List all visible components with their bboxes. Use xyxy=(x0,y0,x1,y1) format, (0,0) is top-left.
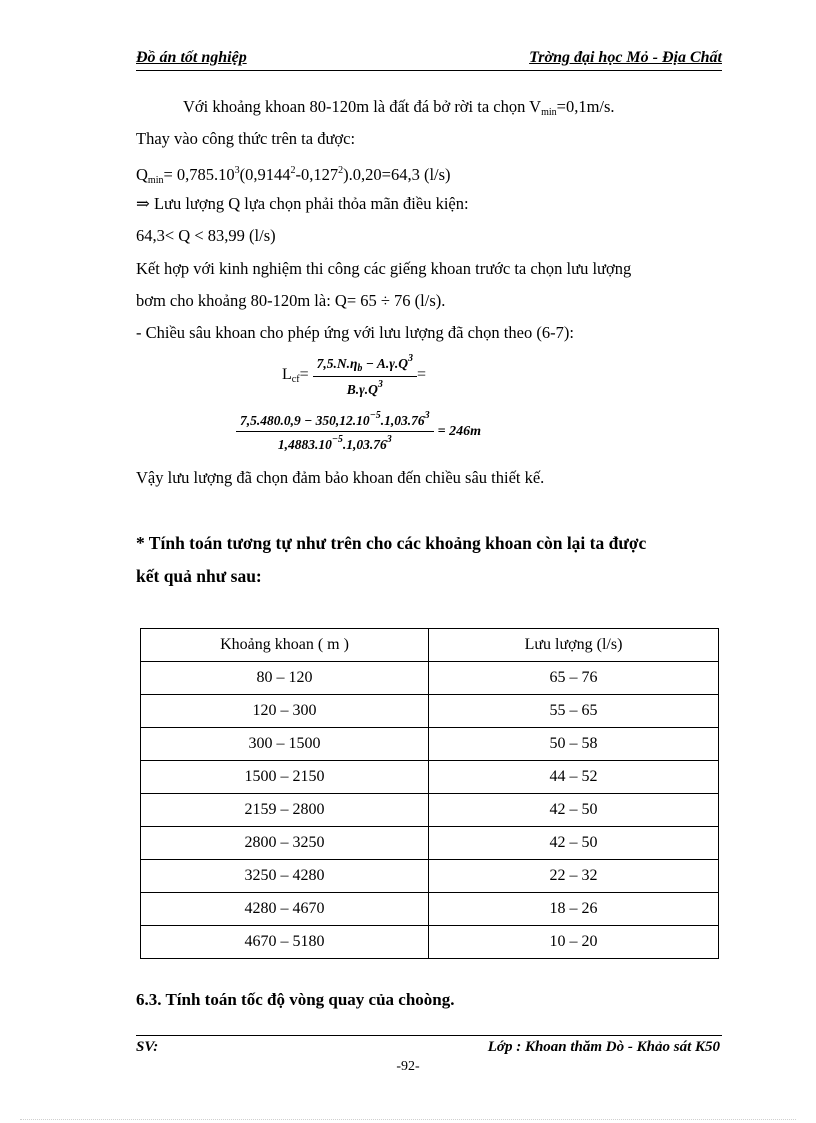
table-row: 3250 – 4280 22 – 32 xyxy=(141,860,719,893)
flow-range-line: 64,3< Q < 83,99 (l/s) xyxy=(136,226,276,245)
table-header-row xyxy=(141,629,719,662)
table-row: 80 – 120 65 – 76 xyxy=(141,662,719,695)
footer-right: Lớp : Khoan thăm Dò - Khảo sát K50 xyxy=(487,1039,720,1055)
bold-paragraph-line-2: kết quả như sau: xyxy=(136,566,262,586)
table-header-depth: Khoảng khoan ( m ) xyxy=(141,629,429,662)
table-row: 4670 – 5180 10 – 20 xyxy=(141,926,719,959)
page-number: -92- xyxy=(396,1059,420,1074)
implies-arrow-icon: ⇒ xyxy=(136,194,150,213)
table-row: 120 – 300 55 – 65 xyxy=(141,695,719,728)
paragraph-condition: ⇒ Lưu lượng Q lựa chọn phải thỏa mãn điều kiện: xyxy=(136,194,469,213)
paragraph-3-line-1: Kết hợp với kinh nghiệm thi công các giếng khoan trước ta chọn lưu lượng xyxy=(136,259,632,278)
header-left: Đồ án tốt nghiệp xyxy=(136,49,247,66)
paragraph-5: Vậy lưu lượng đã chọn đảm bảo khoan đến chiều sâu thiết kế. xyxy=(136,468,545,487)
page-header xyxy=(136,48,722,71)
footer-left: SV: xyxy=(136,1039,159,1055)
table-row: 4280 – 4670 18 – 26 xyxy=(141,893,719,926)
section-title: 6.3. Tính toán tốc độ vòng quay của choòng. xyxy=(136,990,455,1009)
bold-paragraph-line-1: * Tính toán tương tự như trên cho các khoảng khoan còn lại ta được xyxy=(136,533,647,553)
formula-result: $\frac{7,5.480.0,9 - 350,12.10^{-5}.1,03.76^3}{1,4883.10^{-5}.1,03.76^3}$ = 246m xyxy=(236,410,481,453)
table-row: 2159 – 2800 42 – 50 xyxy=(141,794,719,827)
flow-rate-table xyxy=(140,628,719,959)
formula-lcf-fraction: $\frac{7,5.N.\eta_b - A.\gamma.Q^3}{B.\gamma.Q^3}$ xyxy=(313,353,417,398)
formula-result-fraction: $\frac{7,5.480.0,9 - 350,12.10^{-5}.1,03.76^3}{1,4883.10^{-5}.1,03.76^3}$ xyxy=(236,410,434,453)
table-row: 300 – 1500 50 – 58 xyxy=(141,728,719,761)
paragraph-4: - Chiều sâu khoan cho phép ứng với lưu lượng đã chọn theo (6-7): xyxy=(136,323,574,342)
paragraph-2: Thay vào công thức trên ta được: xyxy=(136,129,356,148)
paragraph-1: Với khoảng khoan 80-120m là đất đá bở rời ta chọn $V_{min}=0,1m/s$. xyxy=(183,97,615,118)
qmin-equation: $Q_{min}= 0,785.10^3(0,9144^2-0,127^2).0,20=64,3$ (l/s) xyxy=(136,165,451,186)
table-row: 2800 – 3250 42 – 50 xyxy=(141,827,719,860)
table-header-flow: Lưu lượng (l/s) xyxy=(429,629,719,662)
table-row: 1500 – 2150 44 – 52 xyxy=(141,761,719,794)
header-right: Trờng đại học Mỏ - Địa Chất xyxy=(529,49,722,66)
formula-lcf: $L_{cf}=$ $\frac{7,5.N.\eta_b - A.\gamma.Q^3}{B.\gamma.Q^3}$ = xyxy=(282,353,426,397)
paragraph-3-line-2: bơm cho khoảng 80-120m là: Q= 65 ÷ 76 (l/s). xyxy=(136,291,446,310)
page-bottom-divider xyxy=(20,1119,796,1120)
